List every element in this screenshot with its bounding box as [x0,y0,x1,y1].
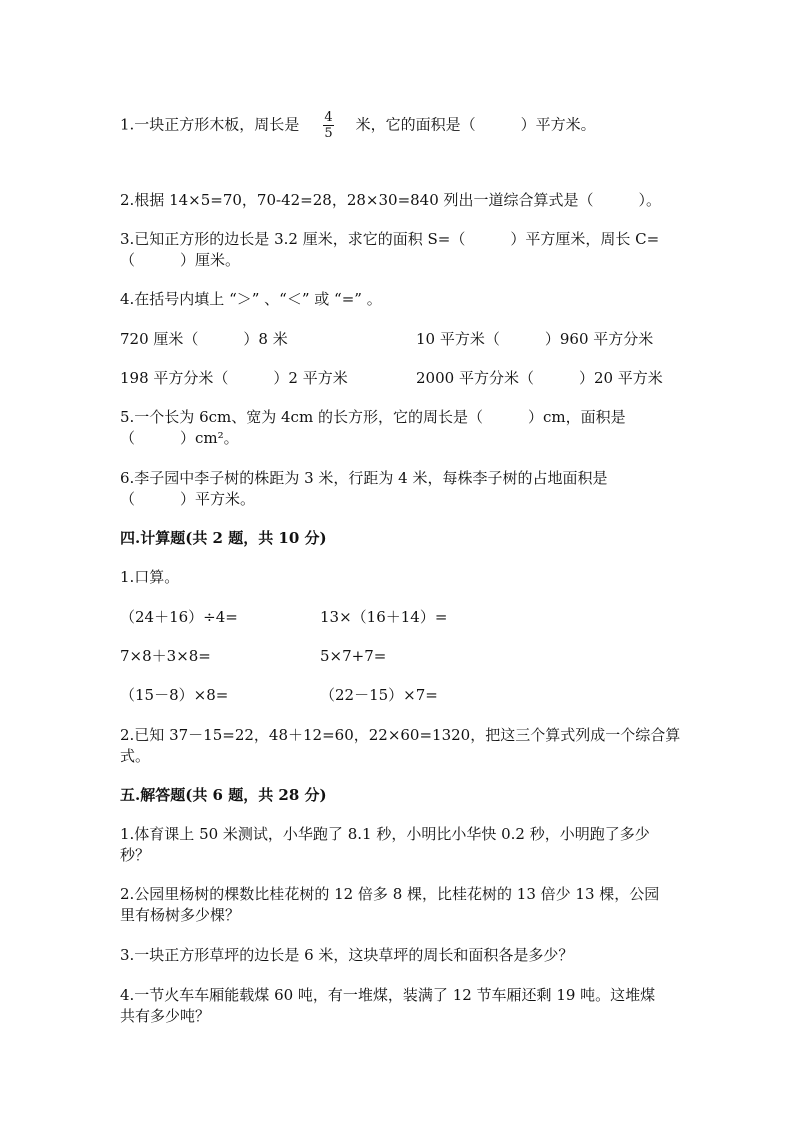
word-problem-1-line-1: 1.体育课上 50 米测试，小华跑了 8.1 秒，小明比小华快 0.2 秒，小明跑了多少 [120,825,650,843]
fill-question-3-line-1: 3.已知正方形的边长是 3.2 厘米，求它的面积 S=（ ）平方厘米，周长 C= [120,230,660,248]
fill-question-5-line-2: （ ）cm²。 [120,429,239,447]
fill-question-6-line-2: （ ）平方米。 [120,490,256,508]
compare-row-2-right: 2000 平方分米（ ）20 平方米 [416,369,663,387]
fraction-denominator: 5 [324,126,333,141]
calc-question-2-line-1: 2.已知 37－15=22，48＋12=60，22×60=1320，把这三个算式列成一个综合算 [120,726,681,744]
fill-question-1 [120,110,596,141]
section-4-heading: 四.计算题(共 2 题，共 10 分) [120,529,327,547]
fill-question-4-title: 4.在括号内填上 “＞” 、“＜” 或 “=” 。 [120,290,382,308]
word-problem-1-line-2: 秒？ [120,846,151,864]
q1-text-before: 1.一块正方形木板，周长是 [120,115,300,134]
oral-calc-title: 1.口算。 [120,568,180,586]
fraction-four-fifths [323,110,333,141]
fill-question-3-line-2: （ ）厘米。 [120,251,241,269]
fill-question-6-line-1: 6.李子园中李子树的株距为 3 米，行距为 4 米，每株李子树的占地面积是 [120,469,608,487]
oral-calc-2-left: 7×8＋3×8= [120,647,211,665]
oral-calc-2-right: 5×7+7= [320,647,387,665]
compare-row-1-right: 10 平方米（ ）960 平方分米 [416,330,654,348]
compare-row-2-left: 198 平方分米（ ）2 平方米 [120,369,348,387]
fill-question-5-line-1: 5.一个长为 6cm、宽为 4cm 的长方形，它的周长是（ ）cm，面积是 [120,408,626,426]
q1-text-after: 米，它的面积是（ ）平方米。 [355,115,596,134]
oral-calc-1-right: 13×（16＋14）= [320,608,448,626]
word-problem-3: 3.一块正方形草坪的边长是 6 米，这块草坪的周长和面积各是多少？ [120,946,574,964]
word-problem-4-line-2: 共有多少吨？ [120,1007,211,1025]
fraction-numerator: 4 [324,110,333,125]
calc-question-2-line-2: 式。 [120,747,151,765]
oral-calc-1-left: （24＋16）÷4= [120,608,238,626]
section-5-heading: 五.解答题(共 6 题，共 28 分) [120,786,327,804]
oral-calc-3-right: （22－15）×7= [320,686,438,704]
word-problem-4-line-1: 4.一节火车车厢能载煤 60 吨，有一堆煤，装满了 12 节车厢还剩 19 吨。这堆煤 [120,986,656,1004]
oral-calc-3-left: （15－8）×8= [120,686,229,704]
word-problem-2-line-2: 里有杨树多少棵？ [120,906,241,924]
word-problem-2-line-1: 2.公园里杨树的棵数比桂花树的 12 倍多 8 棵，比桂花树的 13 倍少 13 棵，公园 [120,885,660,903]
fill-question-2: 2.根据 14×5=70，70-42=28，28×30=840 列出一道综合算式是（ ）。 [120,191,662,209]
compare-row-1-left: 720 厘米（ ）8 米 [120,330,288,348]
